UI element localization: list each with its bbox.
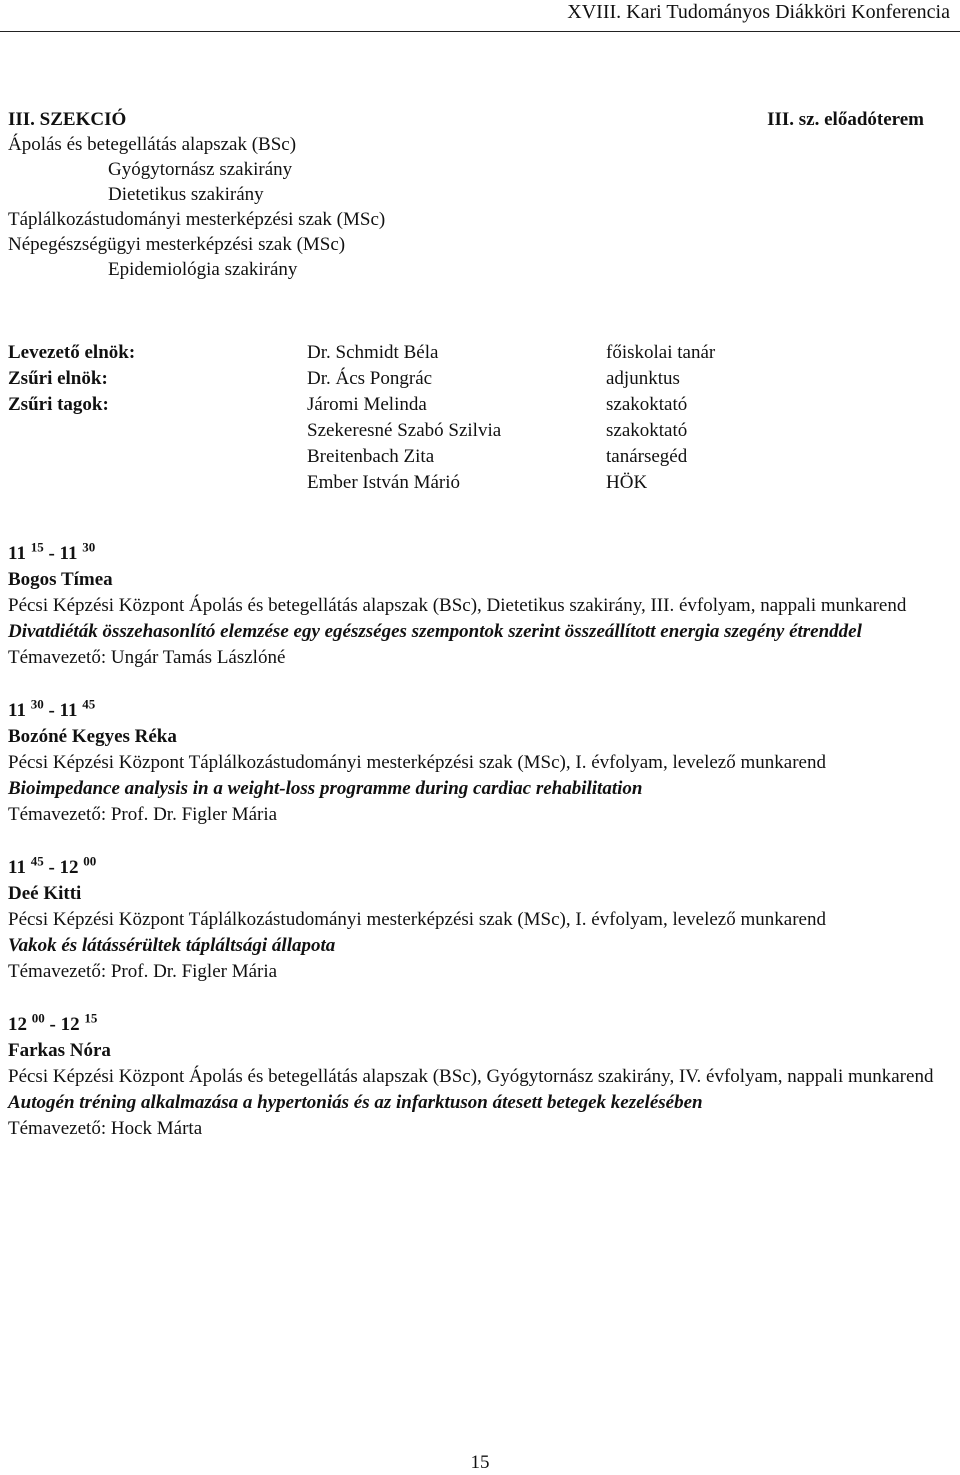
committee-title: főiskolai tanár (606, 342, 716, 363)
committee-role: Zsűri elnök: (8, 368, 108, 389)
talk-entry (8, 698, 952, 828)
talk-time: 12 $^{00}$ - 12 $^{15}$ (8, 1010, 98, 1035)
presenter-name: Bozóné Kegyes Réka (8, 726, 177, 747)
committee-name: Breitenbach Zita (307, 446, 435, 467)
start-hour: 11 (8, 700, 26, 721)
page-number: 15 (470, 1452, 490, 1473)
committee-role (8, 444, 307, 470)
committee-title: tanársegéd (606, 446, 688, 467)
program-item: Dietetikus szakirány (108, 184, 264, 205)
talk-title: Autogén tréning alkalmazása a hypertoniás és az infarktuson átesett betegek kezelésében (8, 1092, 703, 1113)
talk-time: 11 $^{30}$ - 11 $^{45}$ (8, 696, 96, 721)
committee-role (8, 418, 307, 444)
program-item: Epidemiológia szakirány (108, 259, 298, 280)
committee-title: szakoktató (606, 394, 688, 415)
end-hour: 11 (59, 543, 78, 564)
talk-title: Vakok és látássérültek tápláltsági állapota (8, 935, 336, 956)
talk-entry (8, 1012, 952, 1142)
presenter-affiliation: Pécsi Képzési Központ Ápolás és betegellátás alapszak (BSc), Gyógytornász szakirány, IV. évfolyam, nappali munkarend (8, 1066, 934, 1087)
presenter-name: Deé Kitti (8, 883, 82, 904)
committee-name: Dr. Ács Pongrác (307, 368, 433, 389)
start-minute: 45 (30, 853, 44, 869)
end-hour: 11 (59, 700, 78, 721)
program-item: Táplálkozástudományi mesterképzési szak (MSc) (8, 209, 386, 230)
talk-title: Divatdiéták összehasonlító elemzése egy egészséges szempontok szerint összeállított energia szegény étrenddel (8, 621, 862, 642)
end-hour: 12 (59, 857, 79, 878)
talk-list (8, 541, 952, 1169)
supervisor: Témavezető: Hock Márta (8, 1118, 203, 1139)
committee-row (8, 470, 948, 496)
presenter-name: Bogos Tímea (8, 569, 113, 590)
start-hour: 11 (8, 857, 26, 878)
committee-title: HÖK (606, 472, 648, 493)
page-header (0, 0, 960, 32)
start-minute: 15 (30, 539, 44, 555)
end-minute: 30 (82, 539, 96, 555)
end-minute: 15 (84, 1010, 98, 1026)
committee-name: Dr. Schmidt Béla (307, 342, 439, 363)
talk-time: 11 $^{45}$ - 12 $^{00}$ (8, 853, 97, 878)
end-hour: 12 (60, 1014, 80, 1035)
program-item: Népegészségügyi mesterképzési szak (MSc) (8, 234, 346, 255)
presenter-name: Farkas Nóra (8, 1040, 111, 1061)
section-heading (8, 107, 940, 282)
committee-row (8, 444, 948, 470)
program-item: Ápolás és betegellátás alapszak (BSc) (8, 134, 297, 155)
start-minute: 30 (30, 696, 44, 712)
talk-entry (8, 855, 952, 985)
committee-name: Ember István Márió (307, 472, 461, 493)
supervisor: Témavezető: Ungár Tamás Lászlóné (8, 647, 286, 668)
committee-role: Levezető elnök: (8, 342, 136, 363)
start-hour: 12 (8, 1014, 27, 1035)
program-list (8, 132, 940, 282)
program-item: Gyógytornász szakirány (108, 159, 293, 180)
supervisor: Témavezető: Prof. Dr. Figler Mária (8, 804, 278, 825)
start-minute: 00 (31, 1010, 45, 1026)
conference-title: XVIII. Kari Tudományos Diákköri Konferencia (567, 1, 950, 23)
start-hour: 11 (8, 543, 26, 564)
presenter-affiliation: Pécsi Képzési Központ Táplálkozástudományi mesterképzési szak (MSc), I. évfolyam, levelező munkarend (8, 752, 826, 773)
committee-title: adjunktus (606, 368, 680, 389)
room-label: III. sz. előadóterem (767, 109, 924, 130)
end-minute: 00 (83, 853, 97, 869)
committee-row (8, 418, 948, 444)
committee-row (8, 366, 948, 392)
end-minute: 45 (82, 696, 96, 712)
committee-name: Járomi Melinda (307, 394, 427, 415)
committee-row (8, 392, 948, 418)
presenter-affiliation: Pécsi Képzési Központ Ápolás és betegellátás alapszak (BSc), Dietetikus szakirány, III. évfolyam, nappali munkarend (8, 595, 907, 616)
supervisor: Témavezető: Prof. Dr. Figler Mária (8, 961, 278, 982)
presenter-affiliation: Pécsi Képzési Központ Táplálkozástudományi mesterképzési szak (MSc), I. évfolyam, levelező munkarend (8, 909, 826, 930)
committee-row (8, 340, 948, 366)
committee-role: Zsűri tagok: (8, 394, 109, 415)
committee-name: Szekeresné Szabó Szilvia (307, 420, 502, 441)
section-title: III. SZEKCIÓ (8, 109, 127, 130)
committee-role (8, 470, 307, 496)
committee-table (8, 340, 948, 496)
talk-title: Bioimpedance analysis in a weight-loss programme during cardiac rehabilitation (8, 778, 643, 799)
talk-entry (8, 541, 952, 671)
talk-time: 11 $^{15}$ - 11 $^{30}$ (8, 539, 96, 564)
committee-title: szakoktató (606, 420, 688, 441)
